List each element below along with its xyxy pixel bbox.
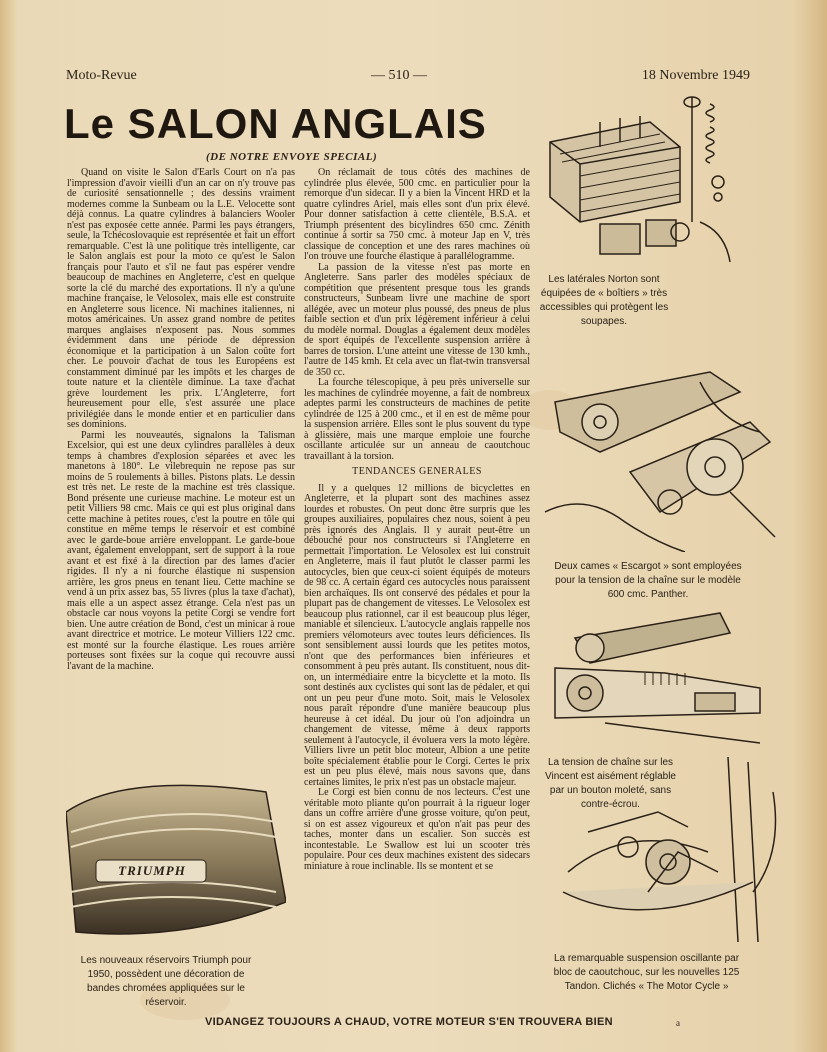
footer-slogan: VIDANGEZ TOUJOURS A CHAUD, VOTRE MOTEUR S'EN TROUVERA BIEN xyxy=(205,1016,613,1028)
figure-caption: La tension de chaîne sur les Vincent est aisément réglable par un bouton moleté, sans contre-écrou. xyxy=(544,757,676,810)
triumph-tank-illustration xyxy=(66,772,286,954)
paragraph: Il y a quelques 12 millions de bicyclettes en Angleterre, et la plupart sont des machines assez lourdes et robustes. On peut donc être surpris que les groupes auxiliaires, populaires chez nous, soient à peu près ignorés des Anglais. Il y aurait peut-être un débouché pour nos constructeurs si l'Angleterre en permettait l'importation. Le Velosolex est lui construit en Angleterre, mais il faut plutôt le classer parmi les autocycles, bien que ceux-ci soient équipés de moteurs de 98 cc. A certain égard ces autocycles nous paraissent bien archaïques. Ils ont conservé des pédales et pour la plupart pas de changement de vitesses. Le Velosolex est beaucoup plus rationnel, car il est beaucoup plus léger, maniable et silencieux. L'autocycle anglais rappelle nos premiers vélomoteurs avec toutes leurs déficiences. Ils sont sensiblement aussi lourds que les petites motos, n'ont que des performances bien inférieures et consomment à peu près autant. Ils constituent, nous dit-on, un intermédiaire entre la bicyclette et la moto. Ils sont destinés aux cyclistes qui sont las de pédaler, et qui ont un peu peur d'une moto. Soit, mais le Velosolex nous paraît répondre d'une manière beaucoup plus heureuse à cet idéal. Du jour où l'on adjoindra un changement de vitesse, même à deux rapports seulement à l'autocycle, il évoluera vers la moto légère. Villiers livre un petit bloc moteur, Albion a une petite boîte spécialement établie pour le Corgi. Certes le prix est un peu plus élevé, mais nous savons que, dans certaines limites, le prix n'est pas un obstacle majeur. xyxy=(304,482,530,788)
tank-logo-text: TRIUMPH xyxy=(118,863,186,878)
article-title: Le SALON ANGLAIS xyxy=(64,100,487,147)
figure-caption: La remarquable suspension oscillante par bloc de caoutchouc, sur les nouvelles 125 Tandon. Clichés « The Motor Cycle » xyxy=(553,953,740,992)
figure-caption: Les nouveaux réservoirs Triumph pour 1950, possèdent une décoration de bandes chromées appliquées sur le réservoir. xyxy=(80,955,252,1008)
section-heading: TENDANCES GENERALES xyxy=(352,466,482,477)
chain-tensioner-illustration xyxy=(540,362,780,552)
paragraph: Parmi les nouveautés, signalons la Talisman Excelsior, qui est une deux cylindres parallèles à deux temps à chambres d'explosion séparées et avec les manetons à 180°. Le vilebrequin ne repose pas sur moins de 5 roulements à billes. Pistons plats. Le dessin est très net. Le reste de la machine est très classique. Bond présente une curieuse machine. Le moteur est un petit Villiers 98 cmc. Mais ce qui est plus original dans cette machine à petites roues, c'est la poutre en tôle qui constitue en même temps le réservoir et est combiné avec le garde-boue arrière enveloppant. Le garde-boue avant, également enveloppant, sert de support à la roue avant et est fixé à la direction par des lames d'acier rigides. Il n'y a ni fourche élastique ni suspension arrière, les gros pneus en tenant lieu. Cette machine se vend à un prix assez bas, 55 livres (plus la taxe d'achat), mais elle a un aspect assez étrange. Cela n'est pas un obstacle car nous voyons la petite Corgi se vendre fort bien. Une autre création de Bond, c'est un minicar à roue avant directrice et motrice. Le moteur Villiers 122 cmc. est monté sur la fourche élastique. Les roues arrière porteuses sont fixées sur la coque qui recouvre aussi l'avant de la machine. xyxy=(67,429,295,672)
rubber-suspension-illustration xyxy=(548,752,783,947)
issue-date: 18 Novembre 1949 xyxy=(641,68,750,83)
paragraph: On réclamait de tous côtés des machines de cylindrée plus élevée, 500 cmc. en particulier pour la remorque d'un sidecar. Il y a bien la Vincent HRD et la quatre cylindres Ariel, mais elles sont d'un prix élevé. Pour donner satisfaction à cette clientèle, B.S.A. et Triumph présentent des bicylindres 650 cmc. Zénith continue à sortir sa 750 cmc. à moteur Jap en V, très classique de conception et une des rares machines où l'on trouve une fourche élastique à parallélogramme. xyxy=(304,168,530,262)
engine-cylinder-illustration xyxy=(540,92,745,272)
paragraph: Le Corgi est bien connu de nos lecteurs. C'est une véritable moto pliante qu'on pourrait à la rigueur loger dans un coffre arrière d'une grosse voiture, qu'on peut, si on est assez vigoureux et qu'on n'ait pas peur des taches, monter dans un escalier. Son succès est incontestable. Le Swallow est lui un scooter très populaire. Pour ces deux machines existent des sidecars miniature à roue inclinable. Ils se montent et se xyxy=(304,787,530,872)
figure-caption: Deux cames « Escargot » sont employées pour la tension de la chaîne sur le modèle 600 cmc. Panther. xyxy=(554,561,742,600)
publication-name: Moto-Revue xyxy=(66,68,137,83)
paragraph: La fourche télescopique, à peu près universelle sur les machines de cylindrée moyenne, a fait de nombreux adeptes parmi les constructeurs de machines de petite cylindrée de 125 à 200 cmc., et il en est de même pour la suspension arrière. Elles sont le plus souvent du type à glissière, mais une marque emploie une fourche oscillante articulée sur un anneau de caoutchouc travaillant à la torsion. xyxy=(304,377,530,462)
article-column-1 xyxy=(67,168,295,760)
page-header xyxy=(66,68,750,88)
article-subtitle: (DE NOTRE ENVOYE SPECIAL) xyxy=(206,151,378,163)
paragraph: La passion de la vitesse n'est pas morte en Angleterre. Sans parler des modèles spéciaux de compétition que présentent presque tous les grands constructeurs, Sunbeam livre une machine de sport allégée, avec un moteur plus poussé, des pneus de plus faible section et d'un prix légèrement inférieur à celui du modèle normal. Douglas a également deux modèles de sport équipés de l'excellente suspension arrière à barres de torsion. L'une atteint une vitesse de 130 kmh., l'autre de 145 kmh. Et cela avec un flat-twin transversal de 350 cc. xyxy=(304,261,530,378)
article-column-2 xyxy=(304,168,530,1038)
figure-caption: Les latérales Norton sont équipées de « boîtiers » très accessibles qui protègent les soupapes. xyxy=(539,274,669,327)
page-number: — 510 — xyxy=(371,68,427,83)
paragraph: Quand on visite le Salon d'Earls Court on n'a pas l'impression d'avoir vieilli d'un an car on n'y trouve pas de curiosité sensationnelle ; des dessins vraiment modernes comme la Sunbeam ou la L.E. Velocette sont déjà connus. La quatre cylindres à balanciers Wooler n'est pas exposée cette année. Parmi les pays étrangers, seule, la Tchécoslovaquie est représentée et fait un effort remarquable. C'est là une politique très intelligente, car le Salon anglais est pour la moto ce qu'est le Salon français pour l'auto et s'il ne faut pas espérer vendre beaucoup de machines en Angleterre, c'est en quelque sorte la clé du marché des exportations. Il n'y a qu'une machine française, le Velosolex, mais elle est construite en Angleterre sous licence. Ni machines italiennes, ni motos américaines. Un assez grand nombre de petites marques anglaises n'exposent pas. Nous sommes évidemment dans une période de dépression économique et la participation à un Salon coûte fort cher. Le pouvoir d'achat de tous les Européens est constamment diminué par les impôts et les charges de toute nature et la clientèle diminue. La taxe d'achat grève lourdement les prix. L'Angleterre, fort heureusement pour elle, s'est assurée une place privilégiée dans le monde entier et en particulier dans ses dominions. xyxy=(67,168,295,430)
chain-adjuster-illustration xyxy=(545,603,770,748)
footer-mark: a xyxy=(676,1018,680,1028)
